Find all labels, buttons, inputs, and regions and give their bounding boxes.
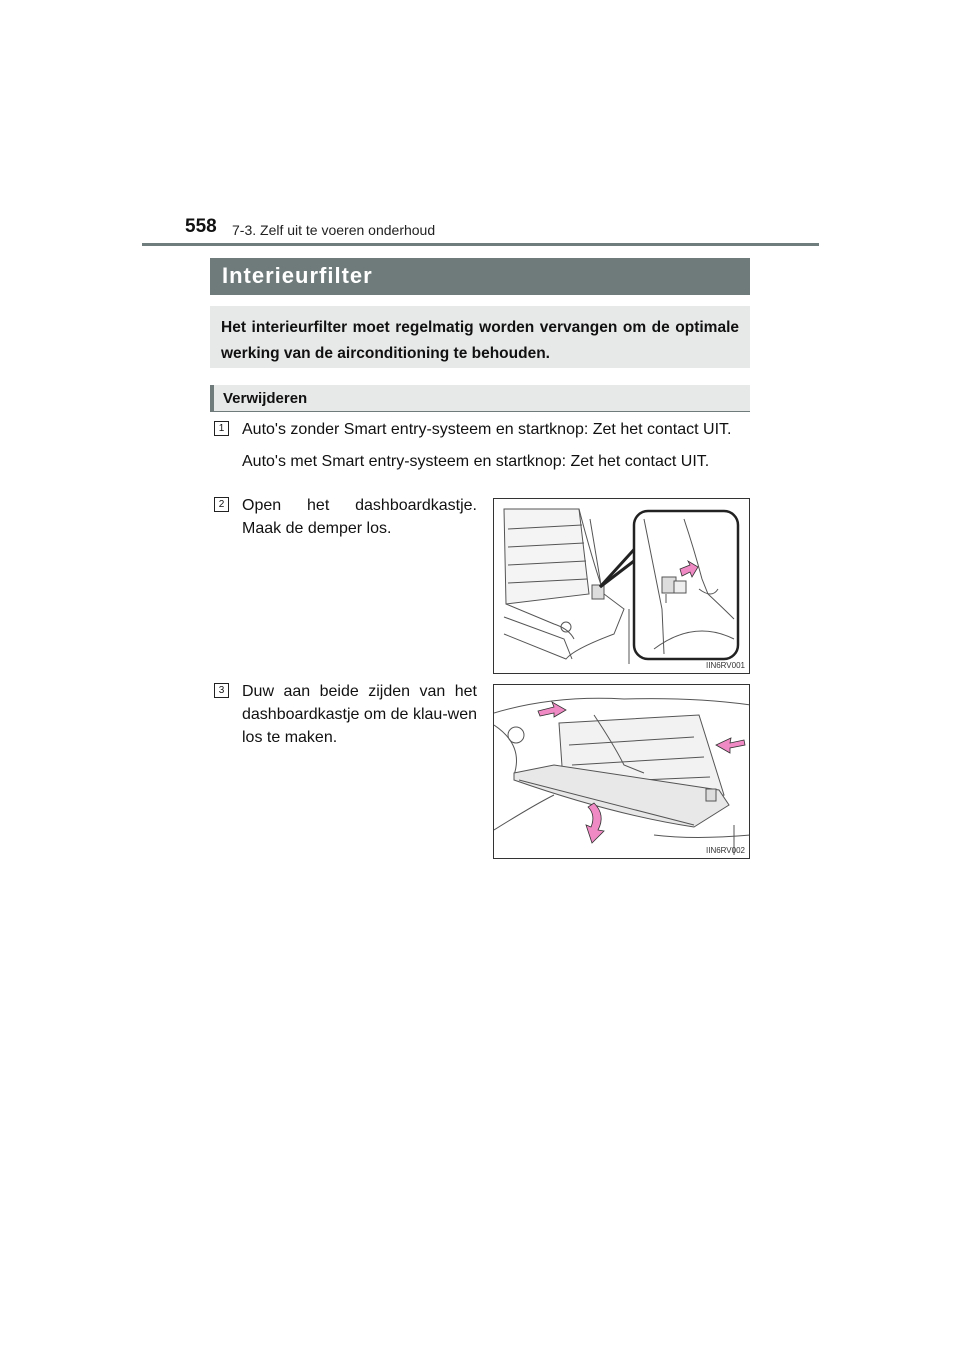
step-1-line-2: Auto's met Smart entry-systeem en startknop: Zet het contact UIT. — [242, 453, 710, 470]
glovebox-damper-illustration — [494, 499, 750, 674]
step-3-marker: 3 — [214, 683, 229, 698]
pull-down-arrow-icon — [586, 803, 604, 843]
subsection-title-text: Verwijderen — [223, 390, 308, 407]
section-title: Interieurfilter — [210, 258, 750, 295]
step-1-text — [242, 418, 745, 473]
step-1-marker: 1 — [214, 421, 229, 436]
step-2-text: Open het dashboardkastje. Maak de demper los. — [242, 497, 477, 537]
step-3-text: Duw aan beide zijden van het dashboardkastje om de klau-wen los te maken. — [242, 683, 477, 746]
figure-release-claws — [493, 684, 750, 859]
intro-box — [210, 306, 750, 368]
step-2-marker: 2 — [214, 497, 229, 512]
push-arrow-icon-left — [538, 702, 566, 717]
section-path: 7-3. Zelf uit te voeren onderhoud — [232, 222, 436, 238]
subsection-title — [210, 385, 750, 411]
figure-open-glovebox — [493, 498, 750, 674]
step-1-line-1: Auto's zonder Smart entry-systeem en startknop: Zet het contact UIT. — [242, 421, 732, 438]
subsection-rule — [210, 411, 750, 412]
header-rule — [142, 243, 819, 246]
glovebox-claws-illustration — [494, 685, 750, 859]
intro-text: Het interieurfilter moet regelmatig worden vervangen om de optimale werking van de airconditioning te behouden. — [221, 319, 739, 362]
figure-code-1: IIN6RV001 — [706, 661, 745, 670]
page-number: 558 — [185, 216, 217, 237]
push-arrow-icon-right — [716, 738, 745, 753]
figure-code-2: IIN6RV002 — [706, 846, 745, 855]
